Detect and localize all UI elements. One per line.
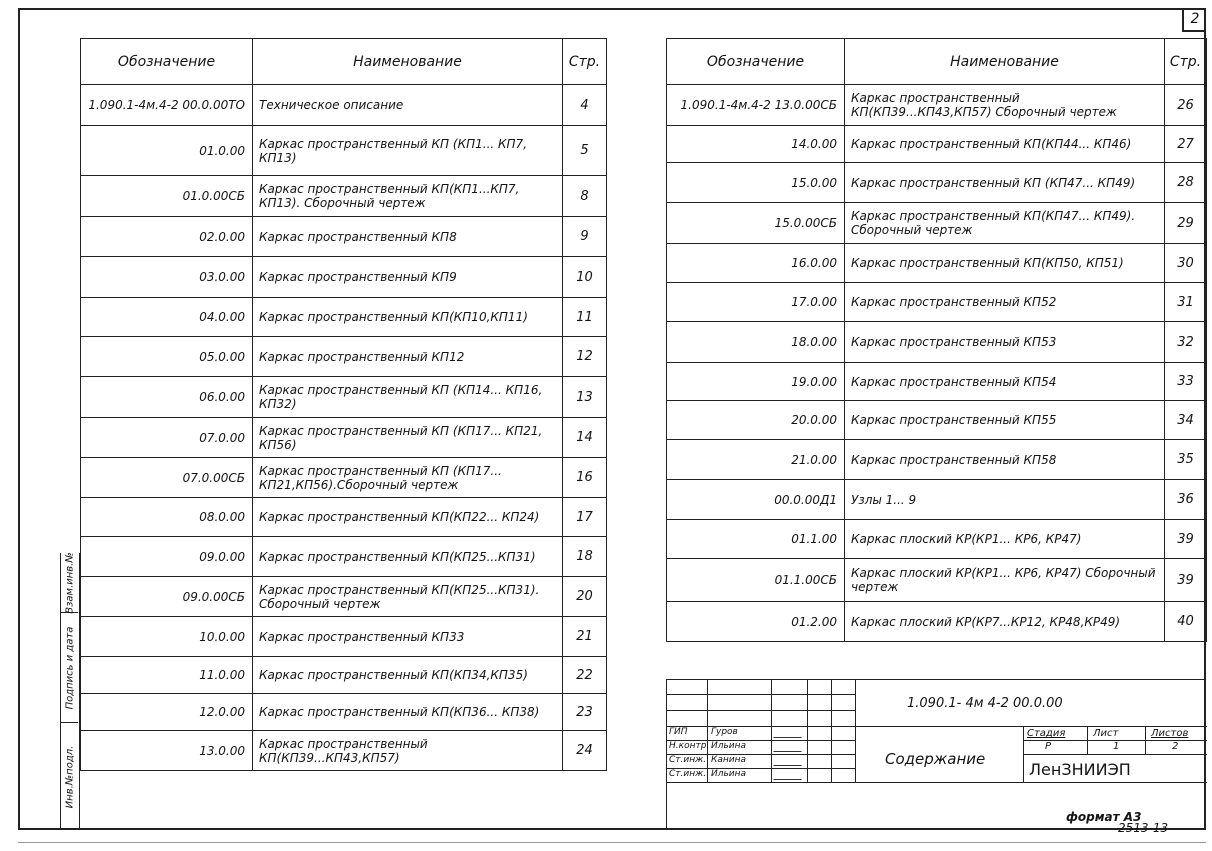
signature-scribble [773,771,804,780]
vzam-inv-cell [61,553,78,613]
cell-code: 16.0.00 [667,244,845,283]
sheet-label: Лист [1093,728,1119,739]
tb-line [667,782,1207,783]
cell-code: 1.090.1-4м.4-2 00.0.00ТО [81,85,253,126]
cell-page: 24 [563,731,607,771]
cell-page: 33 [1165,363,1207,401]
cell-code: 11.0.00 [81,657,253,694]
table-row [667,244,1207,283]
table-row [81,377,607,418]
cell-page: 40 [1165,602,1207,642]
tb-line [667,710,855,711]
tb-line [855,680,856,782]
cell-code: 21.0.00 [667,440,845,480]
cell-name: Каркас пространственный КП54 [845,363,1165,401]
cell-code: 09.0.00 [81,537,253,577]
cell-name: Каркас пространственный КП(КП25...КП31) [253,537,563,577]
sheet-value: 1 [1113,741,1120,752]
format-label: формат А3 [1066,810,1142,824]
cell-name: Каркас пространственный КП58 [845,440,1165,480]
cell-page: 32 [1165,322,1207,363]
cell-page: 20 [563,577,607,617]
signature-role: Ст.инж. [669,769,707,779]
cell-code: 00.0.00Д1 [667,480,845,520]
table-row [81,694,607,731]
cell-name: Каркас пространственный КП(КП50, КП51) [845,244,1165,283]
cell-code: 19.0.00 [667,363,845,401]
cell-page: 13 [563,377,607,418]
table-row [81,537,607,577]
tb-line [1087,726,1088,754]
cell-name: Каркас пространственный КП(КП44... КП46) [845,126,1165,163]
cell-code: 20.0.00 [667,401,845,440]
cell-page: 26 [1165,85,1207,126]
table-row [667,480,1207,520]
left-header-name: Наименование [253,39,563,85]
right-contents-table [666,38,1207,642]
cell-code: 13.0.00 [81,731,253,771]
table-row [81,418,607,458]
cell-page: 9 [563,217,607,257]
cell-name: Техническое описание [253,85,563,126]
signature-role: Н.контр. [669,741,710,751]
cell-page: 16 [563,458,607,498]
right-header-row [667,39,1207,85]
signature-scribble [773,729,804,738]
cell-name: Каркас пространственный КП(КП47... КП49). Сборочный чертеж [845,203,1165,244]
cell-name: Каркас пространственный КП(КП10,КП11) [253,298,563,337]
cell-code: 18.0.00 [667,322,845,363]
table-row [81,257,607,298]
table-row [81,731,607,771]
cell-code: 03.0.00 [81,257,253,298]
cell-name: Каркас пространственный КП52 [845,283,1165,322]
right-header-designation: Обозначение [667,39,845,85]
cell-name: Каркас пространственный КП(КП22... КП24) [253,498,563,537]
cell-page: 14 [563,418,607,458]
cell-code: 04.0.00 [81,298,253,337]
cell-page: 22 [563,657,607,694]
cell-name: Каркас пространственный КП (КП14... КП16, КП32) [253,377,563,418]
tb-line [1023,754,1207,755]
cell-page: 12 [563,337,607,377]
cell-page: 30 [1165,244,1207,283]
cell-code: 07.0.00СБ [81,458,253,498]
cell-page: 27 [1165,126,1207,163]
table-row [667,363,1207,401]
right-table-body [667,85,1207,642]
cell-code: 17.0.00 [667,283,845,322]
tb-line [667,726,1207,727]
cell-code: 15.0.00СБ [667,203,845,244]
cell-name: Узлы 1... 9 [845,480,1165,520]
left-header-row [81,39,607,85]
cell-name: Каркас пространственный КП(КП36... КП38) [253,694,563,731]
inv-orig-cell [61,723,78,830]
left-table-body [81,85,607,771]
signature-name: Ильина [711,741,747,751]
table-row [81,498,607,537]
signature-name: Ильина [711,769,747,779]
cell-name: Каркас плоский КР(КР1... КР6, КР47) [845,520,1165,559]
cell-name: Каркас плоский КР(КР7...КР12, КР48,КР49) [845,602,1165,642]
table-row [667,126,1207,163]
cell-page: 39 [1165,520,1207,559]
bottom-rule [18,842,1206,843]
cell-code: 1.090.1-4м.4-2 13.0.00СБ [667,85,845,126]
sheets-value: 2 [1172,741,1179,752]
cell-page: 18 [563,537,607,577]
cell-name: Каркас пространственный КП (КП17... КП21, КП56) [253,418,563,458]
signature-role: Ст.инж. [669,755,707,765]
cell-code: 09.0.00СБ [81,577,253,617]
cell-code: 02.0.00 [81,217,253,257]
sheet-title: Содержание [885,750,986,768]
table-row [667,602,1207,642]
cell-code: 08.0.00 [81,498,253,537]
table-row [81,217,607,257]
table-row [667,203,1207,244]
sheet-number-box: 2 [1182,8,1206,32]
cell-code: 07.0.00 [81,418,253,458]
vzam-inv-label: Взам.инв.№ [64,551,75,614]
signature-name: Канина [711,755,747,765]
table-row [667,440,1207,480]
signature-role: ГИП [669,727,688,737]
table-row [81,126,607,176]
organization-name: ЛенЗНИИЭП [1029,760,1131,779]
cell-page: 36 [1165,480,1207,520]
cell-code: 01.1.00 [667,520,845,559]
left-contents-table [80,38,607,771]
cell-page: 4 [563,85,607,126]
cell-code: 10.0.00 [81,617,253,657]
inv-orig-label: Инв.№подл. [64,745,75,808]
cell-code: 15.0.00 [667,163,845,203]
cell-page: 21 [563,617,607,657]
cell-code: 12.0.00 [81,694,253,731]
cell-page: 10 [563,257,607,298]
cell-code: 01.0.00 [81,126,253,176]
cell-name: Каркас пространственный КП(КП39...КП43,КП57) Сборочный чертеж [845,85,1165,126]
cell-code: 14.0.00 [667,126,845,163]
sign-date-label: Подпись и дата [64,626,75,709]
right-header-name: Наименование [845,39,1165,85]
table-row [81,85,607,126]
table-row [81,657,607,694]
title-block [666,679,1206,830]
table-row [81,617,607,657]
cell-name: Каркас пространственный КП9 [253,257,563,298]
cell-page: 11 [563,298,607,337]
cell-page: 39 [1165,559,1207,602]
cell-name: Каркас пространственный КП(КП39...КП43,КП57) [253,731,563,771]
left-header-designation: Обозначение [81,39,253,85]
tb-line [1145,726,1146,754]
cell-name: Каркас пространственный КП33 [253,617,563,657]
cell-code: 05.0.00 [81,337,253,377]
cell-name: Каркас пространственный КП12 [253,337,563,377]
cell-page: 35 [1165,440,1207,480]
table-row [667,322,1207,363]
table-row [81,298,607,337]
tb-line [807,680,808,782]
cell-name: Каркас пространственный КП(КП34,КП35) [253,657,563,694]
cell-page: 17 [563,498,607,537]
signature-scribble [773,743,804,752]
document-number: 2513-13 [1118,821,1169,835]
cell-name: Каркас плоский КР(КР1... КР6, КР47) Сборочный чертеж [845,559,1165,602]
left-header-page: Стр. [563,39,607,85]
tb-line [771,680,772,782]
cell-name: Каркас пространственный КП (КП47... КП49) [845,163,1165,203]
tb-line [667,694,855,695]
cell-name: Каркас пространственный КП(КП25...КП31). Сборочный чертеж [253,577,563,617]
table-row [667,283,1207,322]
cell-name: Каркас пространственный КП8 [253,217,563,257]
table-row [81,337,607,377]
cell-code: 06.0.00 [81,377,253,418]
sheets-label: Листов [1151,728,1189,739]
table-row [81,176,607,217]
cell-page: 23 [563,694,607,731]
cell-code: 01.2.00 [667,602,845,642]
sign-date-cell [61,613,78,723]
cell-page: 31 [1165,283,1207,322]
table-row [667,559,1207,602]
stage-value: Р [1045,741,1052,752]
cell-name: Каркас пространственный КП55 [845,401,1165,440]
cell-page: 34 [1165,401,1207,440]
cell-page: 28 [1165,163,1207,203]
table-row [667,85,1207,126]
right-header-page: Стр. [1165,39,1207,85]
cell-code: 01.0.00СБ [81,176,253,217]
tb-line [707,680,708,782]
table-row [81,577,607,617]
doc-code: 1.090.1- 4м 4-2 00.0.00 [907,696,1063,711]
cell-name: Каркас пространственный КП53 [845,322,1165,363]
cell-name: Каркас пространственный КП(КП1...КП7, КП13). Сборочный чертеж [253,176,563,217]
vertical-stamp [60,553,80,830]
cell-name: Каркас пространственный КП (КП17... КП21,КП56).Сборочный чертеж [253,458,563,498]
signature-scribble [773,757,804,766]
table-row [81,458,607,498]
table-row [667,163,1207,203]
tb-line [1023,726,1024,782]
table-row [667,520,1207,559]
cell-code: 01.1.00СБ [667,559,845,602]
cell-page: 29 [1165,203,1207,244]
cell-page: 5 [563,126,607,176]
table-row [667,401,1207,440]
tb-line [831,680,832,782]
cell-page: 8 [563,176,607,217]
signature-name: Гуров [711,727,738,737]
stage-label: Стадия [1027,728,1066,739]
cell-name: Каркас пространственный КП (КП1... КП7, КП13) [253,126,563,176]
